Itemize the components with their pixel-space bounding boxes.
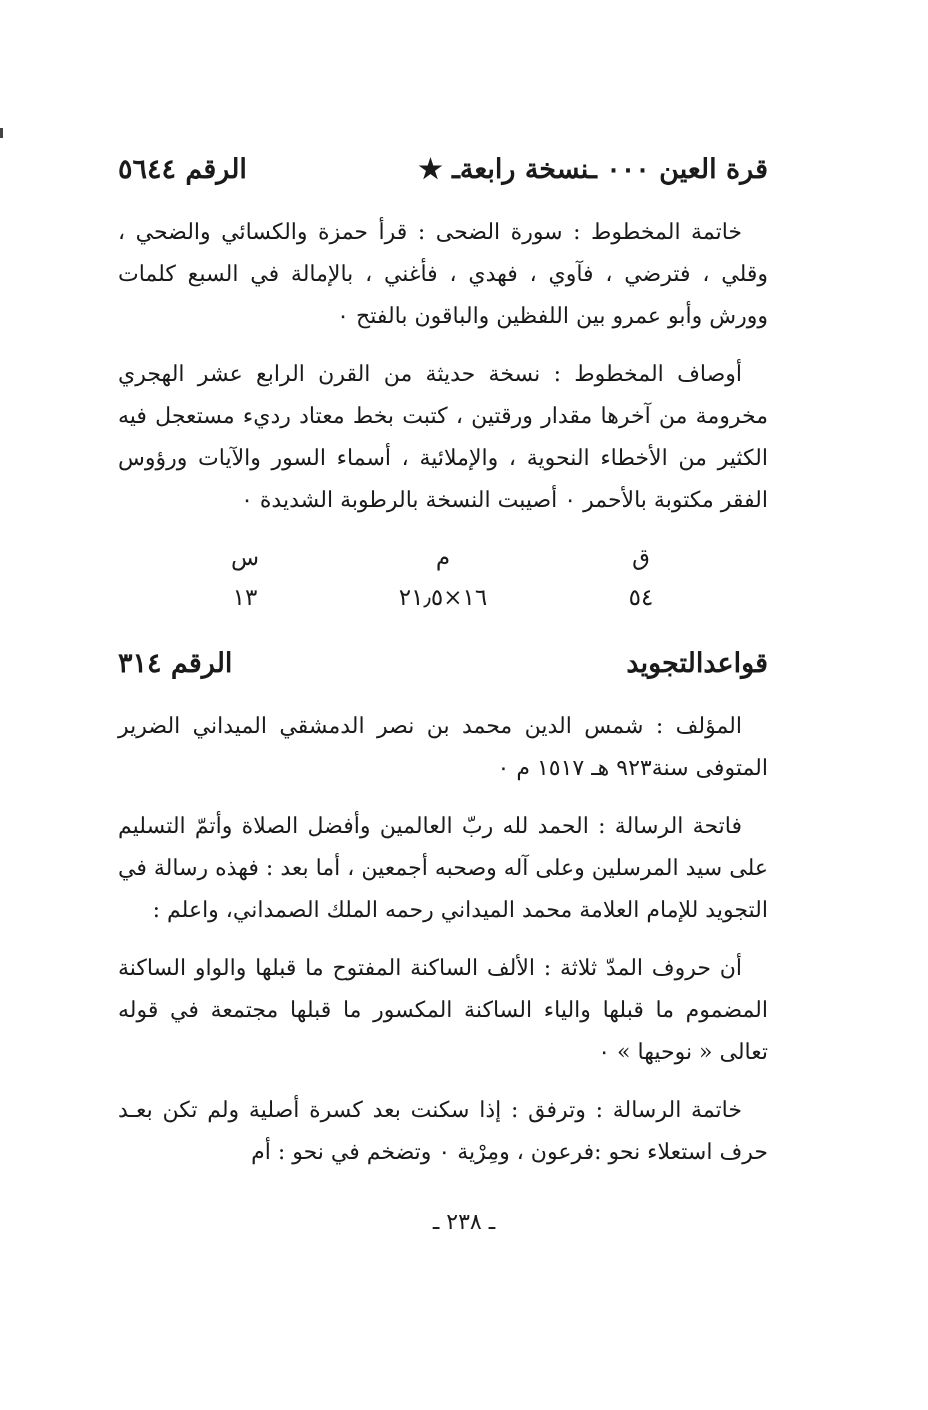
spec-header-leaves: ق [632,545,650,571]
scan-edge-mark [0,128,3,138]
spec-header-lines: س [230,545,260,571]
spec-value-size: ١٦×٢١٫٥ [398,585,488,611]
entry1-description-paragraph [118,354,768,522]
entry1-desc-text: نسخة حديثة من القرن الرابع عشر الهجري مخرومة من آخرها مقدار ورقتين ، كتبت بخط معتاد رديء مستعجل فيه الكثير من الأخطاء النحوية ، والإملائية ، أسماء السور والآيات ورؤوس الفقر مكتوبة بالأحمر ٠ أصيبت النسخة بالرطوبة الشديدة ٠ [118,362,768,513]
spec-value-lines: ١٣ [232,585,258,611]
entry1-ending-label: خاتمة المخطوط : [573,220,742,245]
entry1-spec-table [118,538,768,618]
entry2-ending-text: وترفق : إذا سكنت بعد كسرة أصلية ولم تكن بعـد حرف استعلاء نحو :فرعون ، ومِرْية ٠ وتضخم في نحو : أم [118,1098,768,1165]
entry1-ending-text: سورة الضحى : قرأ حمزة والكسائي والضحي ، وقلي ، فترضي ، فآوي ، فهدي ، فأغني ، بالإمالة في السبع كلمات وورش وأبو عمرو بين اللفظين والباقون بالفتح ٠ [118,220,768,329]
entry2-number: الرقم ٣١٤ [118,648,233,679]
entry2-ending-paragraph [118,1090,768,1174]
entry2-ending-label: خاتمة الرسالة : [595,1098,742,1123]
entry2-author-paragraph [118,706,768,790]
spec-value-leaves: ٥٤ [628,585,654,611]
entry1-ending-paragraph [118,212,768,338]
entry1-desc-label: أوصاف المخطوط : [553,362,742,387]
entry1-header [118,150,768,190]
entry2-title: قواعدالتجويد [626,648,768,679]
entry2-author-text: شمس الدين محمد بن نصر الدمشقي الميداني الضرير المتوفى سنة٩٢٣ هـ ١٥١٧ م ٠ [118,714,768,781]
spec-header-size: م [435,545,451,571]
entry2-header [118,644,768,684]
entry2-opening-text: الحمد لله ربّ العالمين وأفضل الصلاة وأتمّ التسليم على سيد المرسلين وعلى آله وصحبه أجمعين ، أما بعد : فهذه رسالة في التجويد للإمام العلامة محمد الميداني رحمه الملك الصمداني، واعلم : [118,814,768,923]
entry2-author-label: المؤلف : [655,714,742,739]
entry2-opening-label: فاتحة الرسالة : [598,814,742,839]
entry1-title: قرة العين ٠٠٠ ـنسخة رابعةـ ★ [418,154,768,185]
entry2-body-text: أن حروف المدّ ثلاثة : الألف الساكنة المفتوح ما قبلها والواو الساكنة المضموم ما قبلها والياء الساكنة المكسور ما قبلها مجتمعة في قوله تعالى « نوحيها » ٠ [118,956,768,1065]
catalog-page [118,150,768,1190]
entry1-number: الرقم ٥٦٤٤ [118,154,247,185]
page-number: ـ ٢٣٨ ـ [432,1210,496,1235]
entry2-body-paragraph [118,948,768,1074]
entry2-opening-paragraph [118,806,768,932]
